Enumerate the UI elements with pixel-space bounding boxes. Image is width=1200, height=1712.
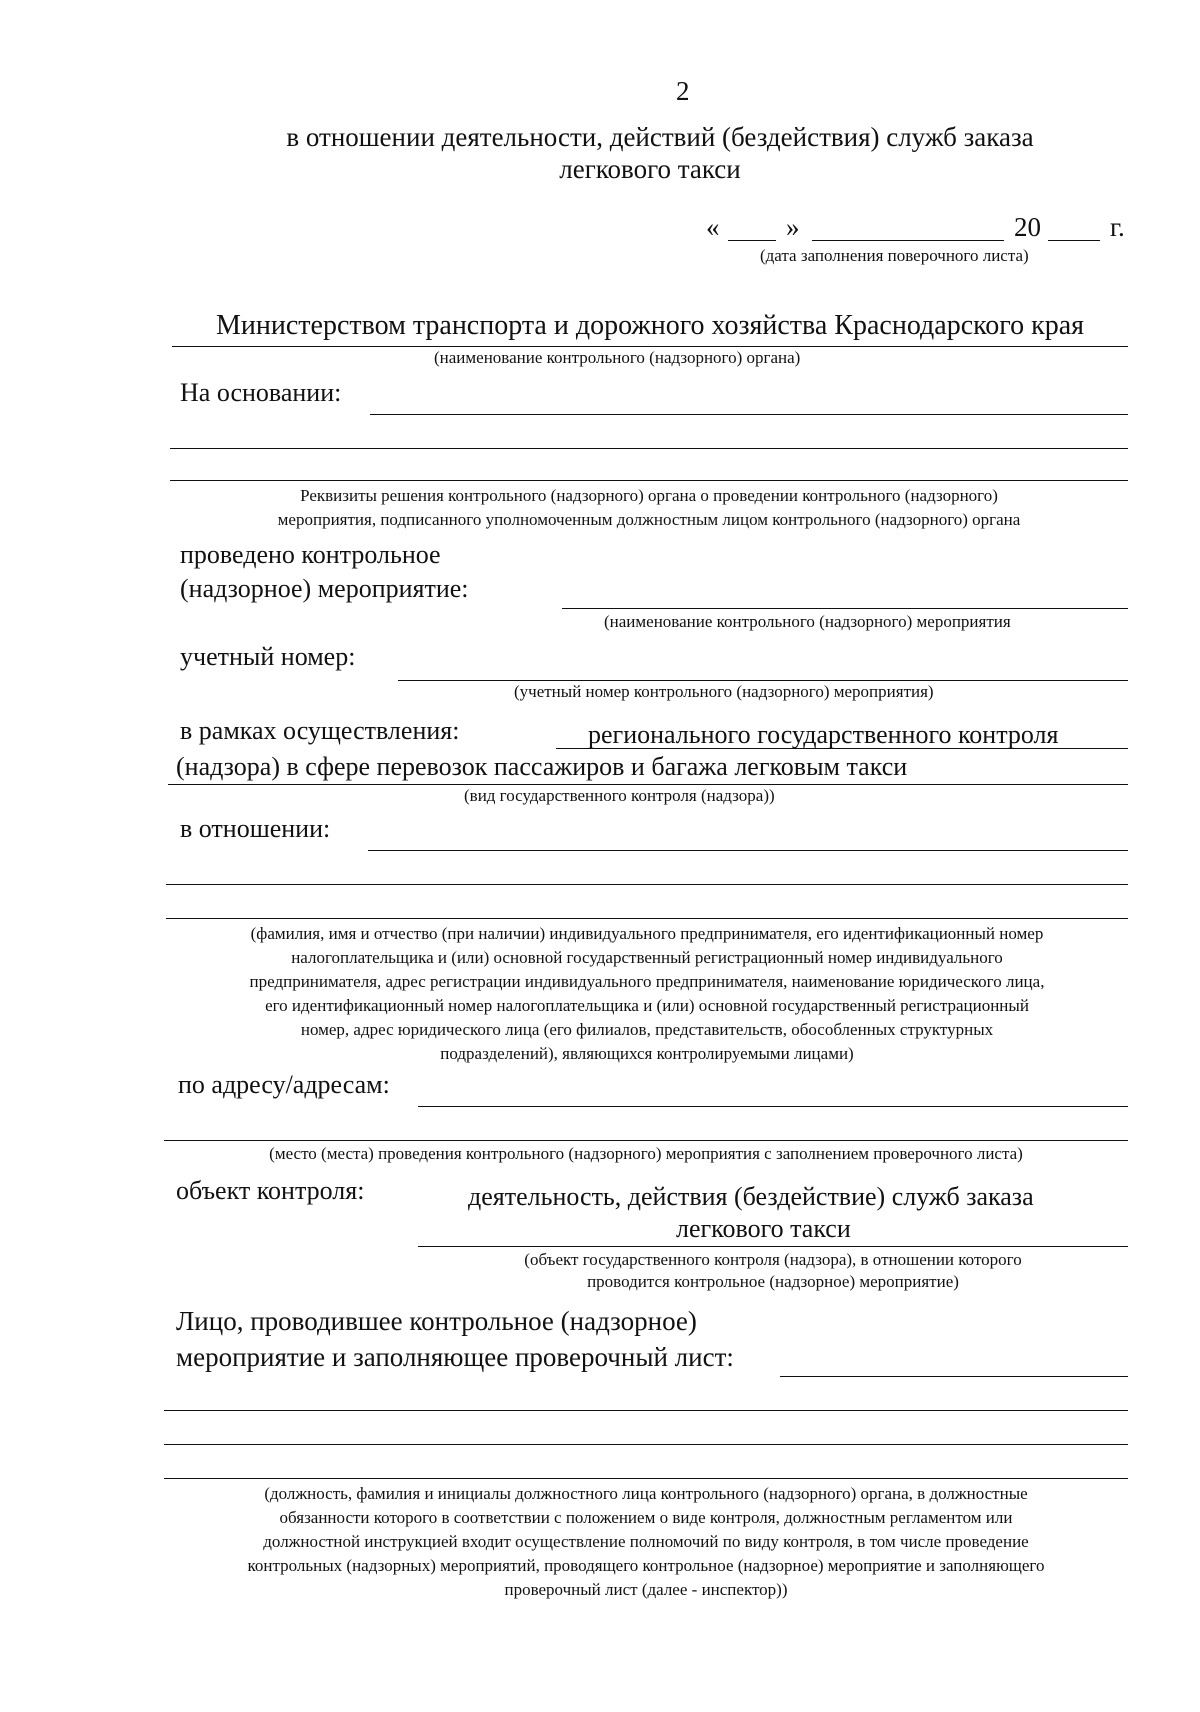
scope-label: в рамках осуществления: [180, 716, 460, 745]
basis-field-3[interactable] [170, 480, 1128, 481]
date-year-field[interactable] [1048, 240, 1100, 241]
account-field[interactable] [398, 680, 1128, 681]
basis-caption-line-2: мероприятия, подписанного уполномоченным должностным лицом контрольного (надзорного) органа [277, 510, 1021, 529]
subject-caption-line-1: (фамилия, имя и отчество (при наличии) индивидуального предпринимателя, его идентификационный номер [250, 924, 1044, 943]
authority-value: Министерством транспорта и дорожного хозяйства Краснодарского края [216, 310, 1084, 341]
inspector-caption-line-3: должностной инструкцией входит осуществление полномочий по виду контроля, в том числе проведение [263, 1532, 1029, 1551]
scope-caption: (вид государственного контроля (надзора)) [464, 786, 775, 805]
basis-caption-line-1: Реквизиты решения контрольного (надзорного) органа о проведении контрольного (надзорного) [300, 486, 998, 505]
date-year-suffix: г. [1110, 212, 1125, 242]
subject-caption-line-2: налогоплательщика и (или) основной государственный регистрационный номер индивидуального [291, 948, 1003, 967]
inspector-caption-line-4: контрольных (надзорных) мероприятий, проводящего контрольное (надзорное) мероприятие и заполняющего [247, 1556, 1045, 1575]
inspector-field-1[interactable] [780, 1376, 1128, 1377]
event-label-line-2: (надзорное) мероприятие: [180, 574, 469, 603]
heading-line-1: в отношении деятельности, действий (бездействия) служб заказа [286, 122, 1034, 152]
date-close-quote: » [786, 212, 800, 242]
scope-value-line-1: регионального государственного контроля [588, 720, 1059, 749]
basis-field-1[interactable] [370, 414, 1128, 415]
date-caption: (дата заполнения поверочного листа) [760, 246, 1029, 265]
inspector-field-2[interactable] [164, 1410, 1128, 1411]
object-caption-line-1: (объект государственного контроля (надзора), в отношении которого [524, 1250, 1022, 1269]
basis-label: На основании: [180, 378, 342, 407]
object-value-line-2: легкового такси [676, 1214, 851, 1243]
inspector-label-line-1: Лицо, проводившее контрольное (надзорное) [176, 1306, 697, 1336]
authority-line [172, 346, 1128, 347]
date-month-field[interactable] [812, 240, 1004, 241]
address-caption: (место (места) проведения контрольного (надзорного) мероприятия с заполнением проверочного листа) [269, 1144, 1023, 1163]
inspector-caption-line-5: проверочный лист (далее - инспектор)) [504, 1580, 788, 1599]
address-field-2[interactable] [164, 1140, 1128, 1141]
object-caption-line-2: проводится контрольное (надзорное) мероприятие) [587, 1272, 959, 1291]
inspector-caption [164, 1482, 1128, 1602]
inspector-field-4[interactable] [164, 1478, 1128, 1479]
address-field-1[interactable] [418, 1106, 1128, 1107]
subject-label: в отношении: [180, 814, 331, 843]
basis-field-2[interactable] [170, 448, 1128, 449]
inspector-caption-line-1: (должность, фамилия и инициалы должностного лица контрольного (надзорного) органа, в должностные [264, 1484, 1028, 1503]
page-number: 2 [676, 76, 690, 106]
scope-line-1 [556, 748, 1128, 749]
subject-field-3[interactable] [166, 918, 1128, 919]
date-open-quote: « [706, 212, 720, 242]
object-value-line-1: деятельность, действия (бездействие) служб заказа [468, 1182, 1034, 1211]
heading-line-2: легкового такси [559, 154, 741, 184]
object-line [418, 1246, 1128, 1247]
address-label: по адресу/адресам: [178, 1070, 390, 1099]
date-year-prefix: 20 [1014, 212, 1041, 242]
scope-line-2 [168, 784, 1128, 785]
subject-caption [166, 922, 1128, 1066]
inspector-caption-line-2: обязанности которого в соответствии с положением о виде контроля, должностным регламентом или [279, 1508, 1013, 1527]
account-caption: (учетный номер контрольного (надзорного) мероприятия) [514, 682, 934, 701]
inspector-field-3[interactable] [164, 1444, 1128, 1445]
inspector-label-line-2: мероприятие и заполняющее проверочный лист: [176, 1342, 734, 1372]
account-label: учетный номер: [180, 642, 356, 671]
object-label: объект контроля: [176, 1176, 365, 1205]
subject-field-2[interactable] [166, 884, 1128, 885]
event-caption: (наименование контрольного (надзорного) мероприятия [604, 612, 1011, 631]
subject-caption-line-5: номер, адрес юридического лица (его филиалов, представительств, обособленных структурных [300, 1020, 994, 1039]
date-day-field[interactable] [728, 240, 776, 241]
subject-caption-line-3: предпринимателя, адрес регистрации индивидуального предпринимателя, наименование юридического лица, [249, 972, 1045, 991]
subject-caption-line-6: подразделений), являющихся контролируемыми лицами) [440, 1044, 854, 1063]
scope-value-line-2: (надзора) в сфере перевозок пассажиров и багажа легковым такси [176, 752, 908, 781]
event-field[interactable] [562, 608, 1128, 609]
event-label-line-1: проведено контрольное [180, 540, 441, 569]
authority-caption: (наименование контрольного (надзорного) органа) [434, 348, 801, 367]
subject-field-1[interactable] [368, 850, 1128, 851]
subject-caption-line-4: его идентификационный номер налогоплательщика и (или) основной государственный регистрационный [265, 996, 1029, 1015]
